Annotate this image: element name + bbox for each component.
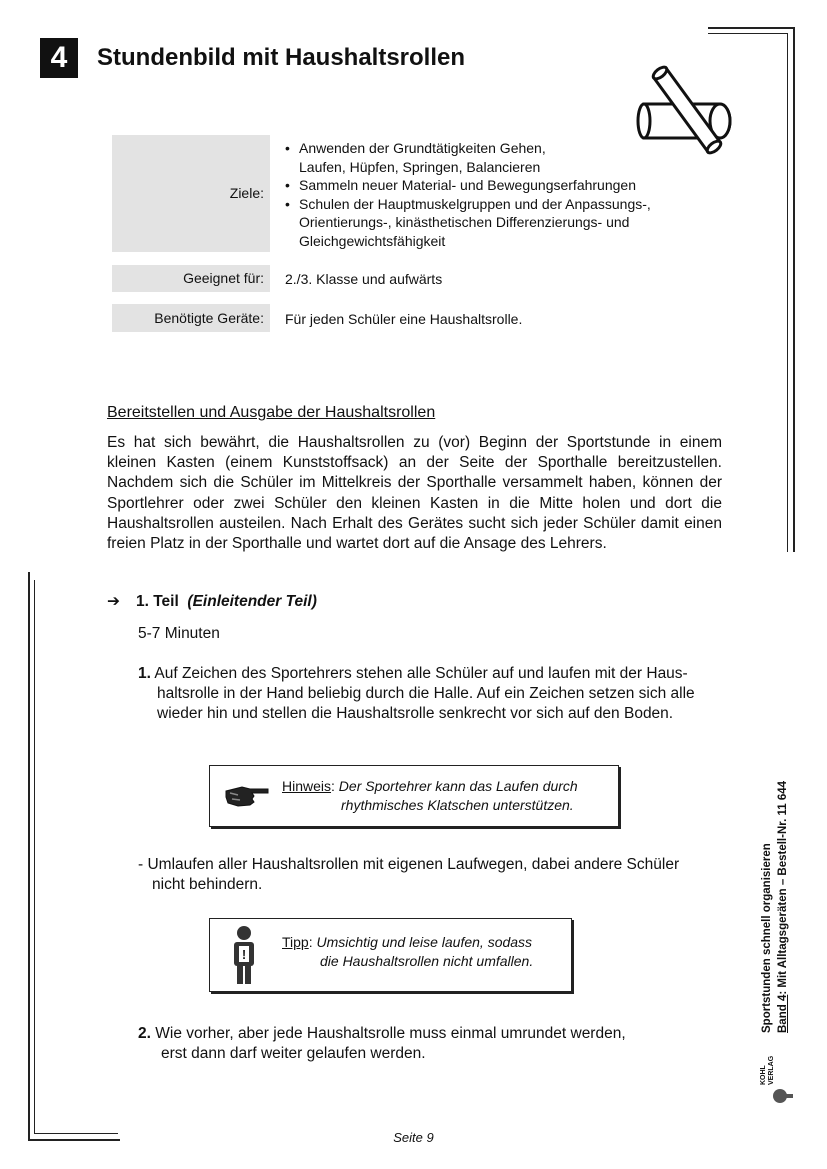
sidebar-series-title: Sportstunden schnell organisieren — [761, 843, 773, 1033]
svg-text:!: ! — [241, 947, 247, 962]
tip-text-line1: Umsichtig und leise laufen, sodass — [316, 934, 533, 950]
suitable-label-cell — [112, 265, 270, 292]
sidebar-publication-info — [760, 775, 820, 1105]
dash-item-line2: nicht behindern. — [152, 876, 263, 894]
part-sublabel: (Einleitender Teil) — [187, 593, 317, 610]
exercise-item-1 — [138, 664, 728, 725]
equipment-label-cell — [112, 304, 270, 332]
suitable-label: Geeignet für: — [183, 270, 264, 286]
hint-text-line2: rhythmisches Klatschen unterstützen. — [341, 797, 574, 813]
frame-top-right-h2 — [708, 33, 788, 34]
suitable-value: 2./3. Klasse und aufwärts — [285, 271, 443, 287]
chapter-number: 4 — [40, 38, 78, 78]
sidebar-band-line — [776, 781, 790, 1033]
frame-top-right-h1 — [708, 27, 794, 29]
part-label: 1. Teil — [136, 593, 179, 610]
hint-box: Hinweis: Der Sportehrer kann das Laufen durch rhythmisches Klatschen unterstützen. — [209, 765, 619, 827]
dash-item-line1: - Umlaufen aller Haushaltsrollen mit eigenen Laufwegen, dabei andere Schüler — [138, 856, 680, 873]
goal-item: • Anwenden der Grundtätigkeiten Gehen, Laufen, Hüpfen, Springen, Balancieren — [285, 139, 715, 176]
tip-text-line2: die Haushaltsrollen nicht umfallen. — [320, 953, 534, 969]
page-title: Stundenbild mit Haushaltsrollen — [97, 44, 466, 71]
intro-paragraph: Es hat sich bewährt, die Haushaltsrollen zu (vor) Beginn der Sportstunde in einem kleinen Kasten (einem Kunststoffsack) an der Seite der Sporthalle bereitzustellen. Nachdem sich die Schüler im Mittelkreis der Sporthalle versammelt haben, können der Sportlehrer oder zwei Schüler den kleinen Kasten in die Mitte holen und dort die Haushaltsrollen austeilen. Nach Erhalt des Gerätes sucht sich jeder Schüler damit einen freien Platz in der Sporthalle und wartet dort auf die Ansage des Lehrers. — [107, 434, 722, 553]
sidebar-band-rest: : Mit Alltagsgeräten – Bestell-Nr. 11 644 — [777, 780, 789, 995]
item-number: 1. — [138, 665, 151, 682]
duration: 5-7 Minuten — [138, 625, 220, 642]
frame-right-v1 — [793, 27, 795, 552]
item-text-rest: haltsrolle in der Hand beliebig durch die Halle. Auf ein Zeichen setzen sich alle wieder hin und stellen die Haushaltsrolle senkrecht vor sich auf den Boden. — [157, 685, 695, 723]
tree-logo-icon — [772, 1087, 794, 1105]
equipment-label: Benötigte Geräte: — [154, 310, 264, 326]
publisher-logo — [760, 1043, 800, 1105]
goal-item: • Schulen der Hauptmuskelgruppen und der Anpassungs-, Orientierungs-, kinästhetischen Differenzierungs- und Gleichgewichtsfähigkeit — [285, 195, 715, 251]
part-heading — [107, 592, 317, 611]
info-person-icon — [228, 924, 260, 986]
goals-label: Ziele: — [229, 185, 264, 201]
publisher-name: KOHL VERLAG — [760, 1055, 775, 1085]
dash-item — [138, 855, 738, 895]
goals-label-cell — [112, 135, 270, 252]
sidebar-band: Band 4 — [777, 994, 789, 1033]
exercise-item-2 — [138, 1024, 728, 1064]
hint-text-line1: Der Sportehrer kann das Laufen durch — [338, 778, 578, 794]
frame-left-v1 — [28, 572, 30, 1140]
tip-box: ! Tipp: Umsichtig und leise laufen, sodass die Haushaltsrollen nicht umfallen. — [209, 918, 572, 992]
arrow-right-icon: ➔ — [107, 593, 120, 610]
item-text-first: Auf Zeichen des Sportehrers stehen alle Schüler auf und laufen mit der Haus- — [154, 665, 688, 682]
frame-right-v2 — [787, 33, 788, 552]
item-text-first: Wie vorher, aber jede Haushaltsrolle muss einmal umrundet werden, — [155, 1025, 626, 1042]
section-heading: Bereitstellen und Ausgabe der Haushaltsrollen — [107, 404, 436, 421]
tip-key: Tipp — [282, 934, 309, 950]
page-number: Seite 9 — [393, 1130, 434, 1145]
goal-item: • Sammeln neuer Material- und Bewegungserfahrungen — [285, 176, 715, 195]
item-number: 2. — [138, 1025, 151, 1042]
pointing-hand-icon — [224, 783, 270, 809]
equipment-value: Für jeden Schüler eine Haushaltsrolle. — [285, 311, 523, 327]
frame-left-v2 — [34, 580, 35, 1134]
hint-key: Hinweis — [282, 778, 332, 794]
goals-list — [285, 139, 715, 250]
item-text-rest: erst dann darf weiter gelaufen werden. — [161, 1045, 426, 1063]
